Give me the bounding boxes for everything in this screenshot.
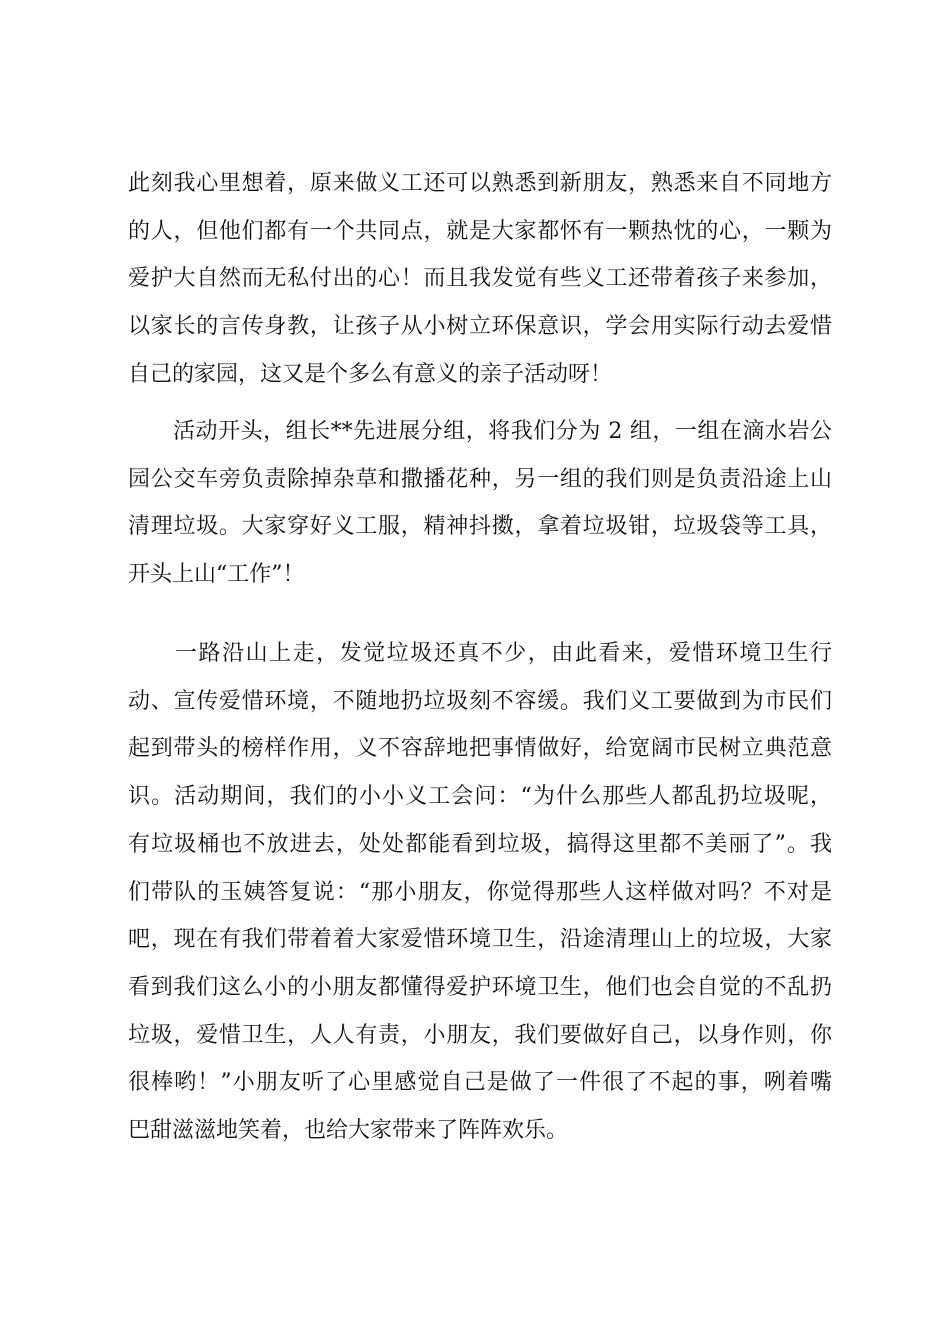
- text-line: 开头上山“工作”！: [128, 562, 305, 588]
- text-line: 巴甜滋滋地笑着，也给大家带来了阵阵欢乐。: [128, 1118, 569, 1144]
- text-line: 有垃圾桶也不放进去，处处都能看到垃圾，搞得这里都不美丽了”。我: [128, 831, 832, 857]
- text-line: 爱护大自然而无私付出的心！而且我发觉有些义工还带着孩子来参加，: [128, 266, 832, 292]
- text-line: 垃圾，爱惜卫生，人人有责，小朋友，我们要做好自己，以身作则，你: [128, 1022, 832, 1048]
- text-line: 园公交车旁负责除掉杂草和撒播花种，另一组的我们则是负责沿途上山: [128, 466, 832, 492]
- text-line: 一路沿山上走，发觉垃圾还真不少，由此看来，爱惜环境卫生行: [128, 641, 832, 666]
- text-line: 以家长的言传身教，让孩子从小树立环保意识，学会用实际行动去爱惜: [128, 314, 832, 340]
- text-line: 看到我们这么小的小朋友都懂得爱护环境卫生，他们也会自觉的不乱扔: [128, 974, 832, 1000]
- text-line: 们带队的玉姨答复说：“那小朋友，你觉得那些人这样做对吗？不对是: [128, 879, 832, 905]
- text-line: 清理垃圾。大家穿好义工服，精神抖擞，拿着垃圾钳，垃圾袋等工具，: [128, 514, 832, 540]
- text-line: 活动开头，组长**先进展分组，将我们分为 2 组，一组在滴水岩公: [128, 419, 832, 444]
- text-line: 识。活动期间，我们的小小义工会问：“为什么那些人都乱扔垃圾呢，: [128, 784, 832, 810]
- text-line: 自己的家园，这又是个多么有意义的亲子活动呀！: [128, 361, 613, 387]
- paragraph-1: [128, 160, 832, 399]
- text-line: 此刻我心里想着，原来做义工还可以熟悉到新朋友，熟悉来自不同地方: [128, 171, 832, 196]
- text-line: 吧，现在有我们带着着大家爱惜环境卫生，沿途清理山上的垃圾，大家: [128, 927, 832, 953]
- paragraph-2: [128, 408, 832, 599]
- text-line: 的人，但他们都有一个共同点，就是大家都怀有一颗热忱的心，一颗为: [128, 218, 832, 244]
- text-line: 很棒哟！”小朋友听了心里感觉自己是做了一件很了不起的事，咧着嘴: [128, 1070, 832, 1096]
- paragraph-3: [128, 630, 832, 1155]
- text-line: 起到带头的榜样作用，义不容辞地把事情做好，给宽阔市民树立典范意: [128, 736, 832, 762]
- text-line: 动、宣传爱惜环境，不随地扔垃圾刻不容缓。我们义工要做到为市民们: [128, 688, 832, 714]
